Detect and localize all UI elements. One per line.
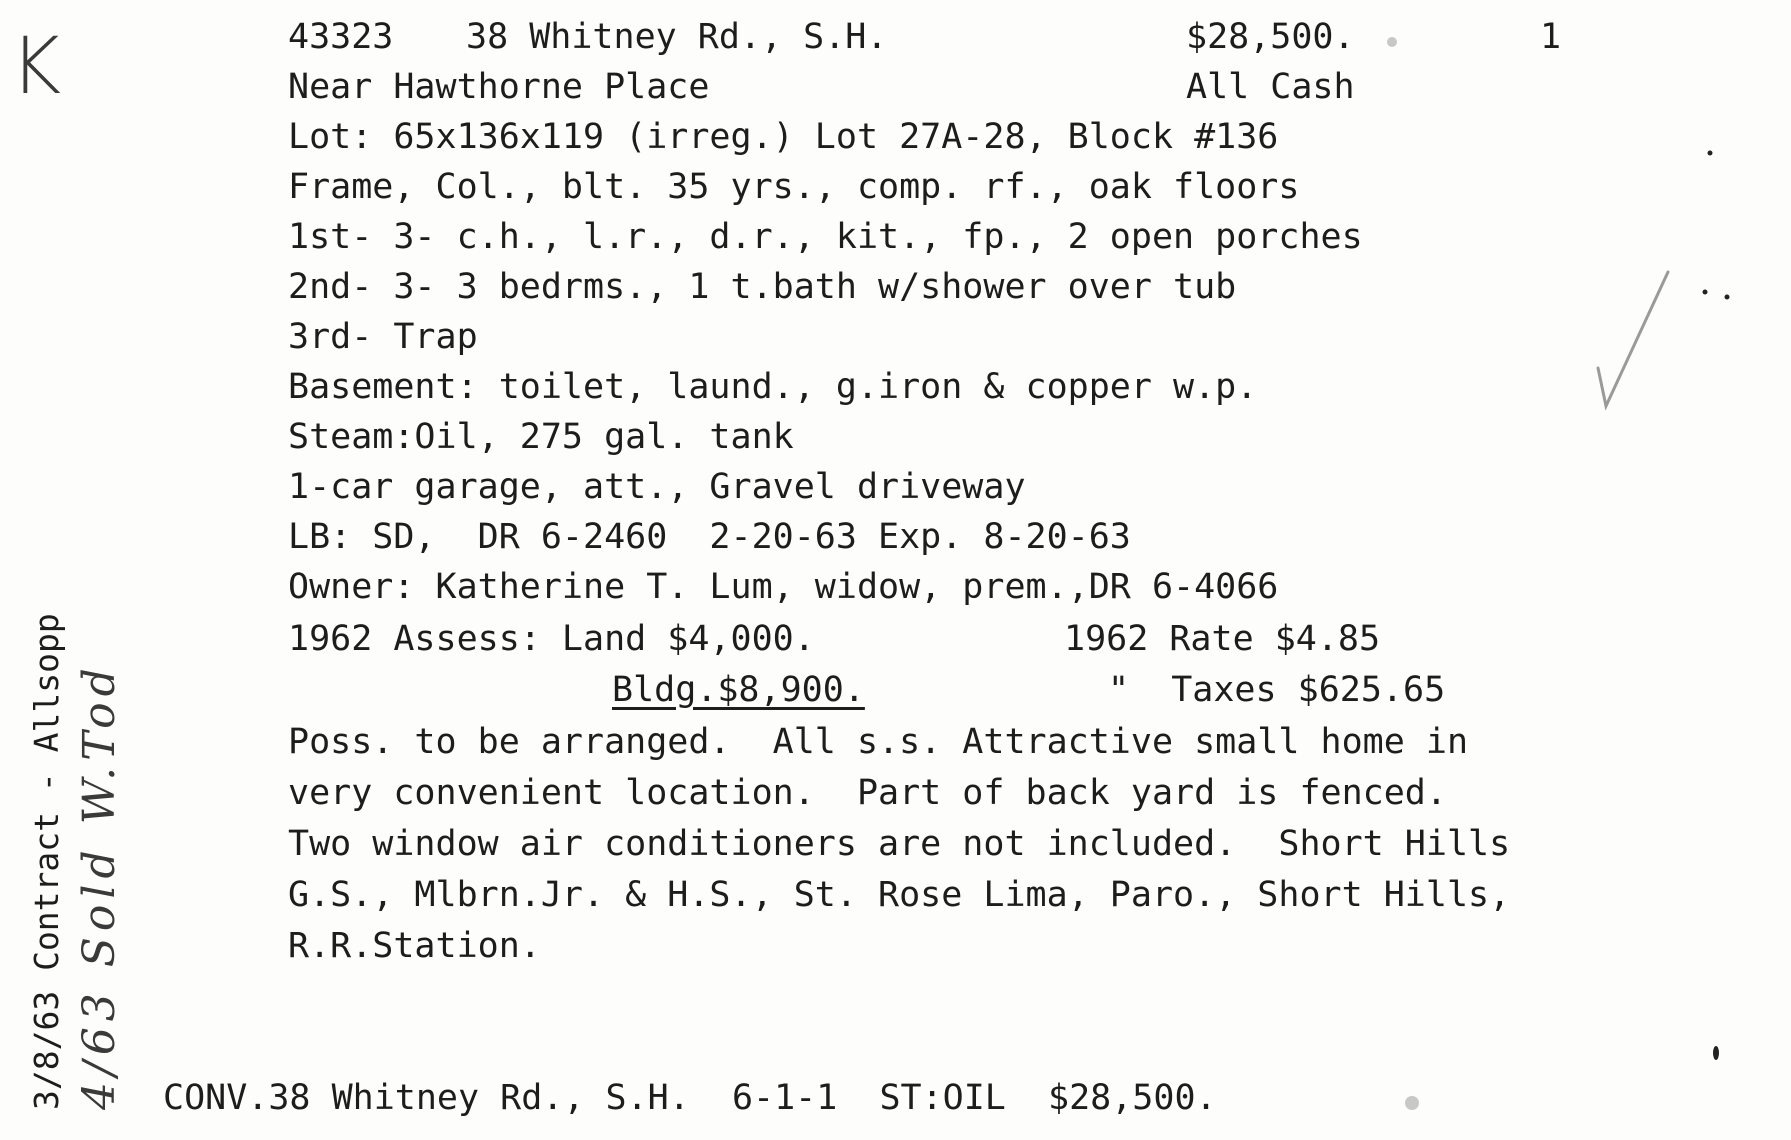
- detail-line: 1-car garage, att., Gravel driveway: [288, 467, 1026, 507]
- corner-mark: K: [10, 22, 62, 112]
- remarks-line: Two window air conditioners are not included. Short Hills: [288, 824, 1511, 864]
- tax-rate: 1962 Rate $4.85: [1064, 619, 1381, 659]
- assess-land: 1962 Assess: Land $4,000.: [288, 619, 815, 659]
- detail-line: LB: SD, DR 6-2460 2-20-63 Exp. 8-20-63: [288, 517, 1131, 557]
- remarks-line: R.R.Station.: [288, 926, 541, 966]
- card-number: 1: [1540, 17, 1562, 57]
- contract-note: 3/8/63 Contract - Allsopp: [27, 613, 66, 1110]
- detail-line: 1st- 3- c.h., l.r., d.r., kit., fp., 2 open porches: [288, 217, 1363, 257]
- detail-line: Frame, Col., blt. 35 yrs., comp. rf., oak floors: [288, 167, 1300, 207]
- listing-number: 43323: [288, 17, 394, 57]
- detail-line: 3rd- Trap: [288, 317, 478, 357]
- taxes: " Taxes $625.65: [1108, 670, 1446, 710]
- listing-terms: All Cash: [1186, 67, 1355, 107]
- listing-address: 38 Whitney Rd., S.H.: [466, 17, 888, 57]
- detail-line: Lot: 65x136x119 (irreg.) Lot 27A-28, Block #136: [288, 117, 1279, 157]
- detail-line: Basement: toilet, laund., g.iron & copper w.p.: [288, 367, 1258, 407]
- remarks-line: very convenient location. Part of back yard is fenced.: [288, 773, 1447, 813]
- assess-building: Bldg.$8,900.: [612, 670, 865, 710]
- remarks-line: Poss. to be arranged. All s.s. Attractive small home in: [288, 722, 1469, 762]
- detail-line: Steam:Oil, 275 gal. tank: [288, 417, 794, 457]
- detail-line: 2nd- 3- 3 bedrms., 1 t.bath w/shower over tub: [288, 267, 1237, 307]
- handwritten-sale-note: 4/63 Sold W.Tod: [74, 662, 125, 1110]
- detail-line: Owner: Katherine T. Lum, widow, prem.,DR 6-4066: [288, 567, 1279, 607]
- listing-price: $28,500.: [1186, 17, 1355, 57]
- remarks-line: G.S., Mlbrn.Jr. & H.S., St. Rose Lima, Paro., Short Hills,: [288, 875, 1511, 915]
- listing-location: Near Hawthorne Place: [288, 67, 710, 107]
- footer-summary: CONV.38 Whitney Rd., S.H. 6-1-1 ST:OIL $28,500.: [163, 1078, 1217, 1118]
